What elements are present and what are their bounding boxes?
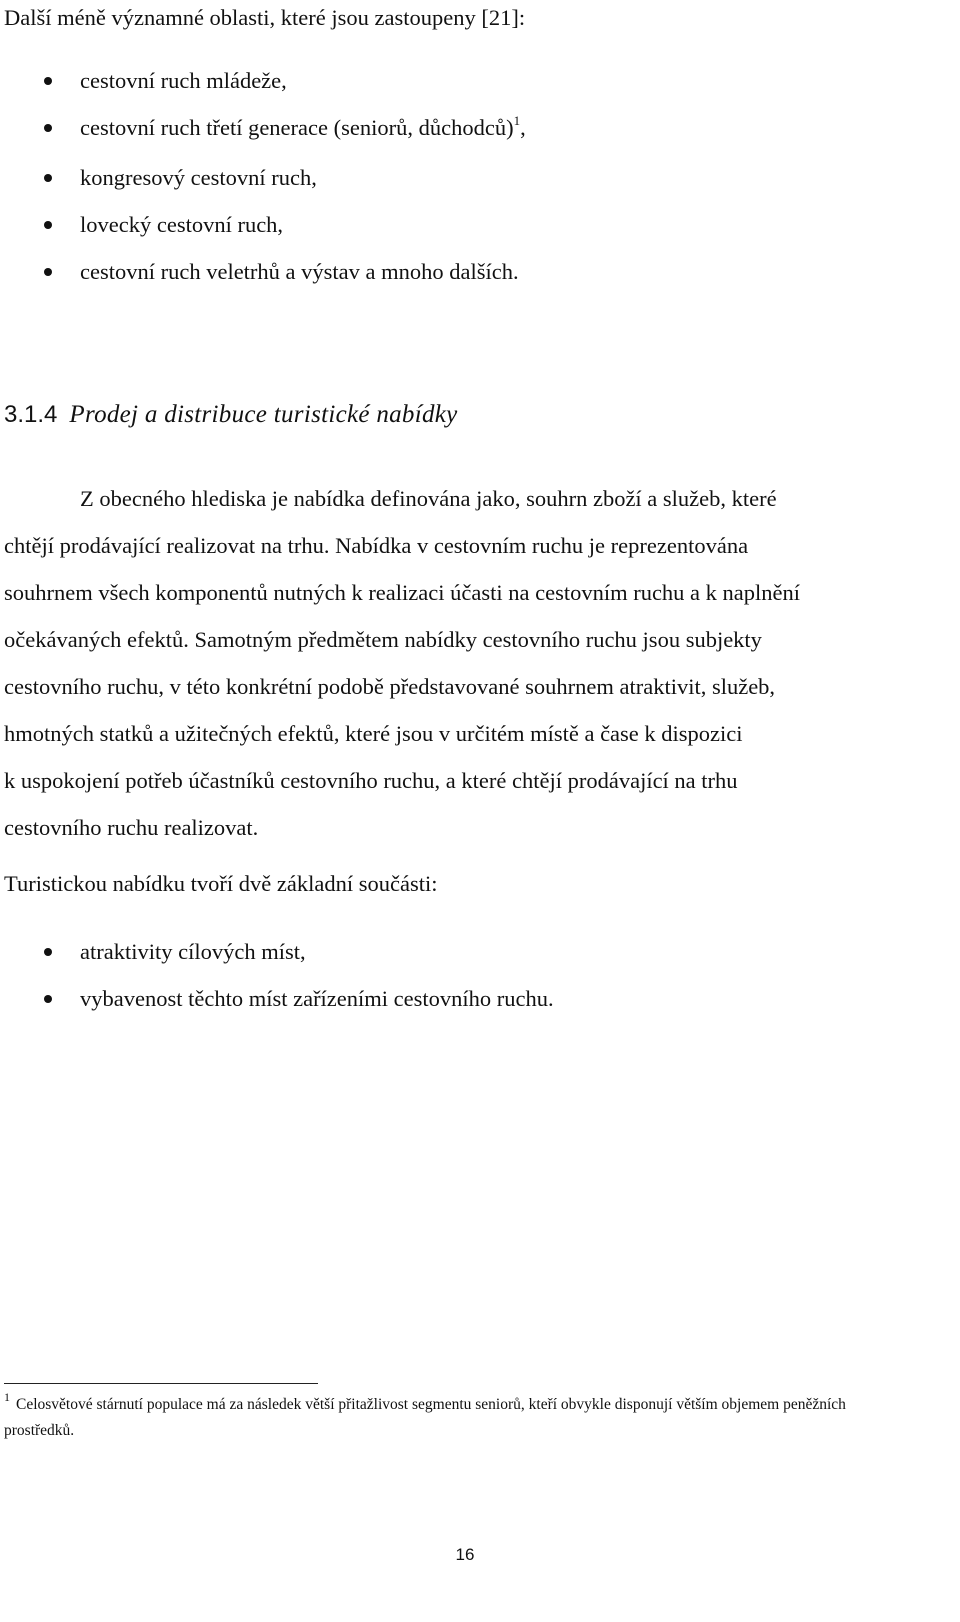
paragraph-line: hmotných statků a užitečných efektů, které jsou v určitém místě a čase k dispozici	[4, 721, 743, 746]
bullet-icon	[44, 77, 52, 85]
list-item	[0, 104, 526, 154]
bullet-list-components	[0, 928, 554, 1022]
paragraph-line: souhrnem všech komponentů nutných k realizaci účasti na cestovním ruchu a k naplnění	[4, 580, 801, 605]
footnote-divider	[4, 1383, 318, 1384]
list-item-text: lovecký cestovní ruch,	[80, 212, 284, 237]
section-heading	[4, 401, 458, 429]
paragraph-line: chtějí prodávající realizovat na trhu. Nabídka v cestovním ruchu je reprezentována	[4, 533, 749, 558]
list-item	[0, 928, 554, 975]
list-item	[0, 975, 554, 1022]
list-item-text: kongresový cestovní ruch,	[80, 165, 317, 190]
footnote	[4, 1392, 904, 1444]
paragraph-line: Z obecného hlediska je nabídka definována jako, souhrn zboží a služeb, které	[80, 486, 777, 511]
bullet-icon	[44, 948, 52, 956]
paragraph-components-intro: Turistickou nabídku tvoří dvě základní součásti:	[4, 871, 438, 896]
section-title: Prodej a distribuce turistické nabídky	[69, 401, 458, 428]
paragraph-line: cestovního ruchu, v této konkrétní podobě představované souhrnem atraktivit, služeb,	[4, 674, 776, 699]
bullet-icon	[44, 995, 52, 1003]
footnote-number: 1	[4, 1390, 10, 1404]
intro-text: Další méně významné oblasti, které jsou zastoupeny [21]:	[4, 5, 526, 30]
bullet-icon	[44, 221, 52, 229]
paragraph-offer-definition	[4, 475, 929, 851]
list-item-text: cestovní ruch veletrhů a výstav a mnoho dalších.	[80, 259, 519, 284]
paragraph-line: očekávaných efektů. Samotným předmětem nabídky cestovního ruchu jsou subjekty	[4, 627, 762, 652]
bullet-icon	[44, 174, 52, 182]
list-item-text: atraktivity cílových míst,	[80, 939, 306, 964]
footnote-text: Celosvětové stárnutí populace má za následek větší přitažlivost segmentu seniorů, kteří obvykle disponují větším objemem peněžních prostředků.	[4, 1396, 846, 1439]
list-item	[0, 57, 526, 104]
list-item-suffix: ,	[520, 115, 526, 140]
list-item	[0, 248, 526, 295]
paragraph-line: k uspokojení potřeb účastníků cestovního ruchu, a které chtějí prodávající na trhu	[4, 768, 738, 793]
list-item-text: vybavenost těchto míst zařízeními cestovního ruchu.	[80, 986, 554, 1011]
list-item	[0, 201, 526, 248]
bullet-icon	[44, 268, 52, 276]
page-number: 16	[455, 1545, 475, 1564]
list-item-text: cestovní ruch třetí generace (seniorů, důchodců)	[80, 115, 514, 140]
paragraph-line: cestovního ruchu realizovat.	[4, 815, 259, 840]
footnote-reference[interactable]: 1	[513, 113, 521, 128]
bullet-icon	[44, 124, 52, 132]
bullet-list-areas	[0, 57, 526, 295]
list-item-text: cestovní ruch mládeže,	[80, 68, 287, 93]
list-item	[0, 154, 526, 201]
section-number: 3.1.4	[4, 401, 58, 428]
